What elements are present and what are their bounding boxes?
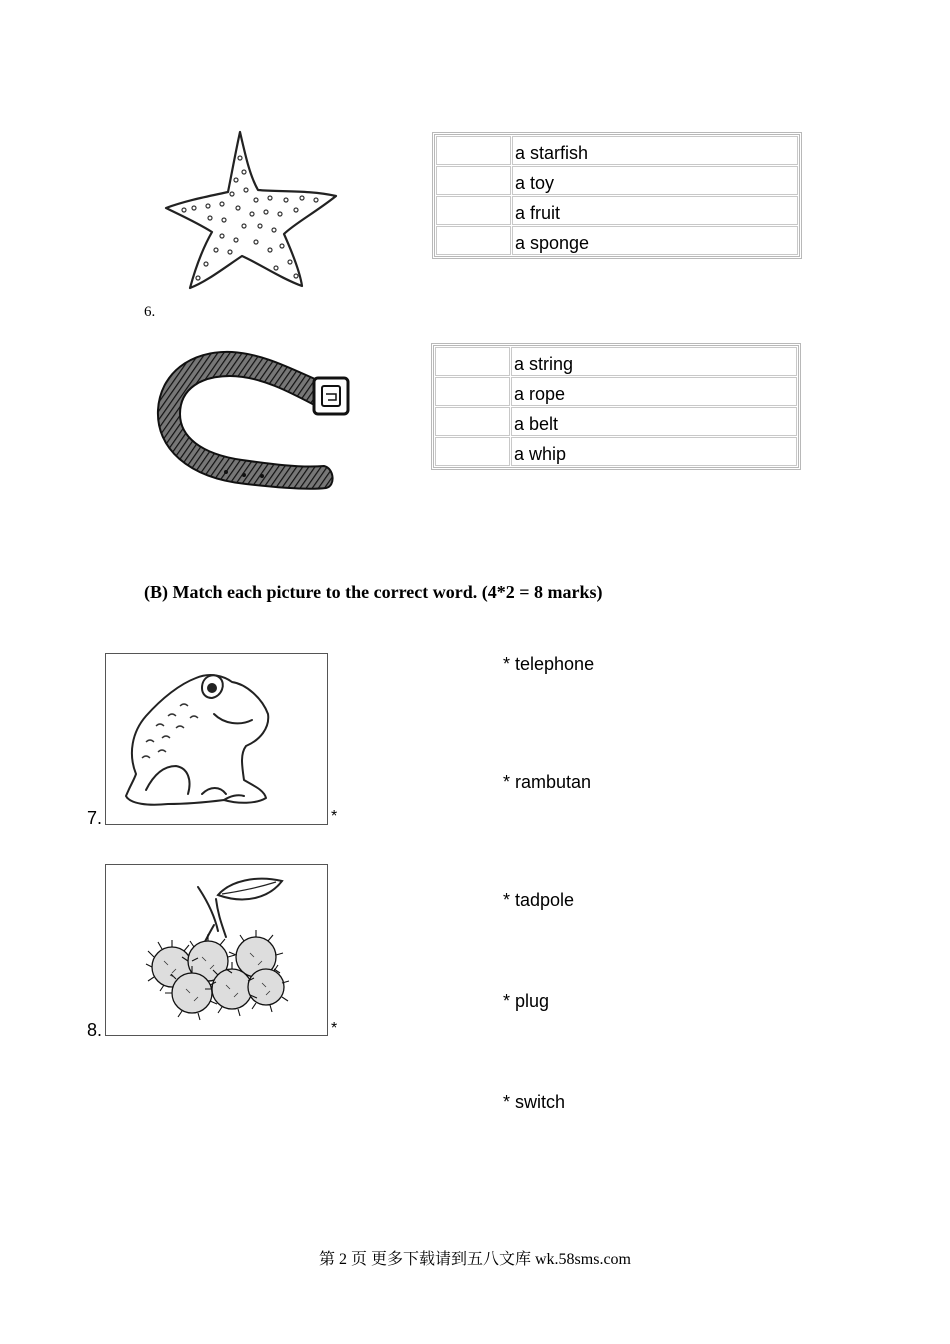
- option-row: [435, 437, 797, 466]
- option-text: a starfish: [512, 136, 798, 165]
- options-table-starfish: [432, 132, 802, 259]
- word-choice[interactable]: * switch: [503, 1092, 566, 1112]
- word-choice[interactable]: * telephone: [503, 654, 595, 674]
- rambutan-picture: [106, 865, 327, 1035]
- option-text: a fruit: [512, 196, 798, 225]
- answer-box[interactable]: [436, 196, 511, 225]
- item-marker[interactable]: *: [331, 1020, 338, 1037]
- option-row: [436, 136, 798, 165]
- options-table-belt: [431, 343, 801, 470]
- answer-box[interactable]: [436, 136, 511, 165]
- option-text: a rope: [511, 377, 797, 406]
- item-marker[interactable]: *: [331, 808, 338, 825]
- option-row: [435, 347, 797, 376]
- question-number: 6.: [144, 304, 156, 320]
- option-row: [436, 226, 798, 255]
- answer-box[interactable]: [436, 166, 511, 195]
- answer-box[interactable]: [435, 377, 510, 406]
- option-row: [435, 377, 797, 406]
- option-row: [436, 196, 798, 225]
- option-row: [436, 166, 798, 195]
- answer-box[interactable]: [435, 347, 510, 376]
- answer-box[interactable]: [435, 437, 510, 466]
- option-text: a toy: [512, 166, 798, 195]
- option-text: a string: [511, 347, 797, 376]
- option-row: [435, 407, 797, 436]
- belt-picture: [150, 344, 350, 494]
- answer-box[interactable]: [435, 407, 510, 436]
- item-number: 7.: [87, 808, 103, 828]
- frog-picture-frame: [105, 653, 328, 825]
- option-text: a sponge: [512, 226, 798, 255]
- section-b-heading: (B) Match each picture to the correct word. (4*2 = 8 marks): [144, 582, 603, 602]
- word-choice[interactable]: * plug: [503, 991, 550, 1011]
- word-choice[interactable]: * rambutan: [503, 772, 592, 792]
- option-text: a whip: [511, 437, 797, 466]
- starfish-picture: [160, 128, 346, 290]
- page-footer: 第 2 页 更多下载请到五八文库 wk.58sms.com: [318, 1251, 631, 1268]
- frog-picture: [106, 654, 327, 824]
- rambutan-picture-frame: [105, 864, 328, 1036]
- option-text: a belt: [511, 407, 797, 436]
- word-choice[interactable]: * tadpole: [503, 890, 575, 910]
- answer-box[interactable]: [436, 226, 511, 255]
- item-number: 8.: [87, 1020, 103, 1040]
